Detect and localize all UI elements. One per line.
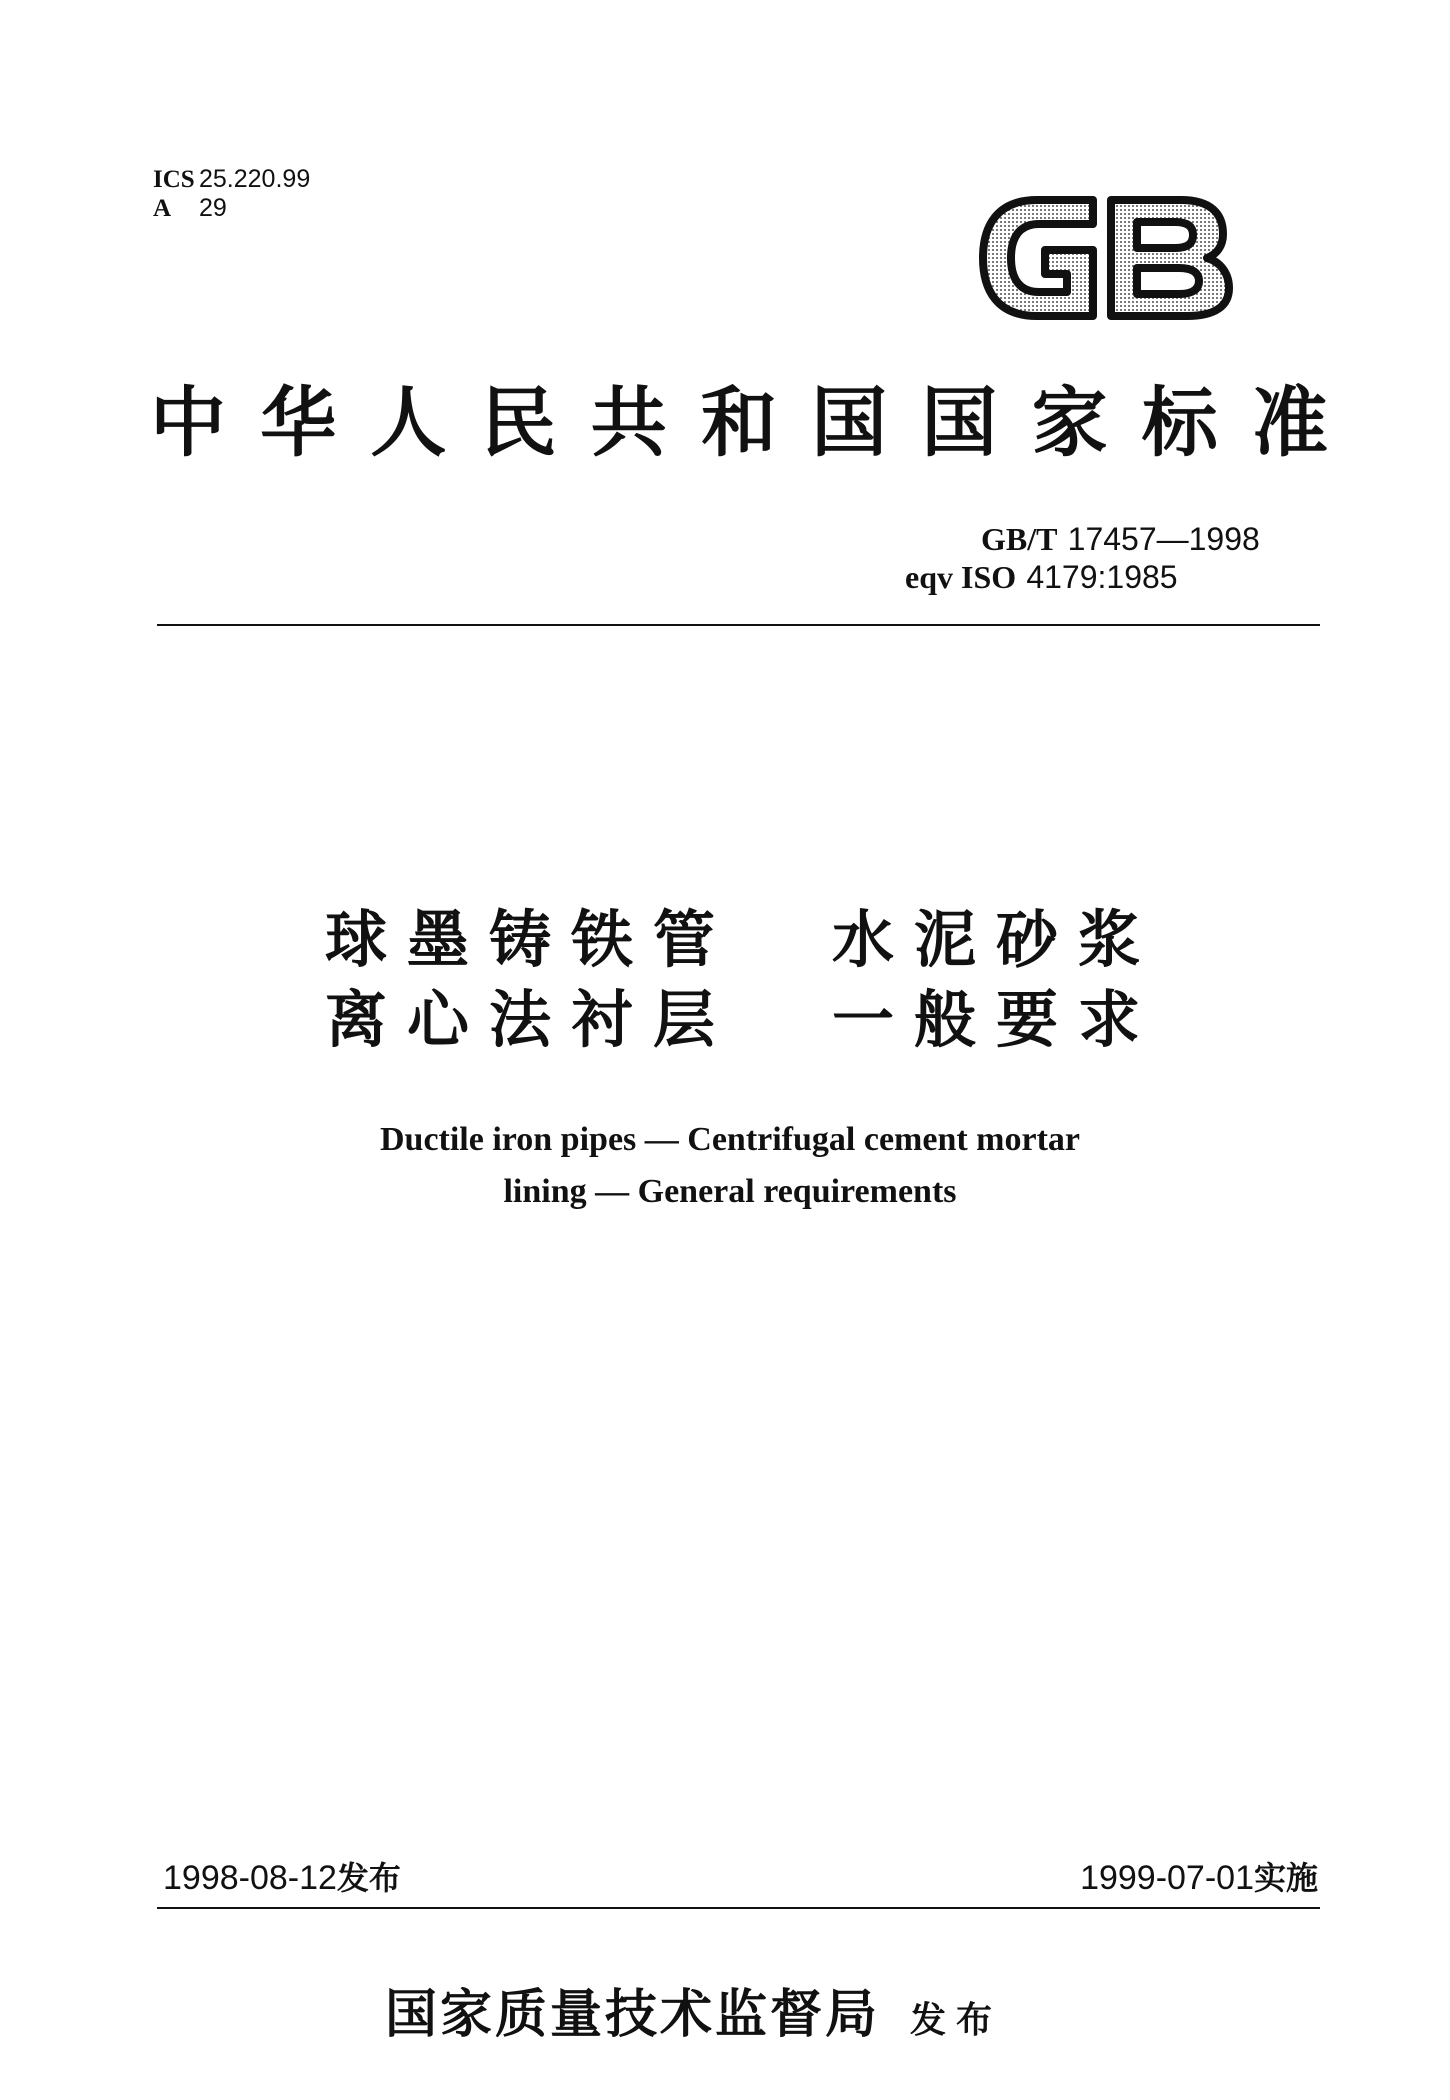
- chinese-title-part-4: 一般要求: [831, 983, 1160, 1056]
- issue-date-value: 1998-08-12: [163, 1859, 337, 1897]
- standard-number: [905, 520, 1260, 558]
- ccs-row: [153, 194, 310, 223]
- english-title: [300, 1114, 1160, 1218]
- header-divider: [157, 624, 1320, 626]
- standard-prefix: GB/T: [981, 521, 1058, 557]
- gb-logo: [975, 188, 1235, 328]
- issue-date: [163, 1858, 401, 1898]
- issue-date-label: 发布: [336, 1859, 401, 1897]
- effective-date-label: 实施: [1253, 1859, 1318, 1897]
- national-standard-heading: 中华人民共和国国家标准: [150, 378, 1330, 467]
- footer-divider: [157, 1907, 1320, 1909]
- chinese-title-part-1: 球墨铸铁管: [325, 903, 736, 976]
- english-title-line-1: Ductile iron pipes — Centrifugal cement mortar: [379, 1121, 1081, 1158]
- chinese-title-part-2: 水泥砂浆: [831, 903, 1160, 976]
- ics-value: 25.220.99: [199, 165, 311, 193]
- effective-date: [1080, 1858, 1318, 1898]
- gb-logo-graphic: [975, 188, 1235, 328]
- publisher: [385, 1985, 1002, 2051]
- ccs-value: 29: [199, 194, 227, 222]
- effective-date-value: 1999-07-01: [1080, 1859, 1254, 1897]
- english-title-line-2: lining — General requirements: [503, 1173, 957, 1210]
- classification-codes: [153, 165, 310, 223]
- standard-number-block: [905, 520, 1260, 596]
- equivalent-prefix: eqv ISO: [905, 559, 1017, 595]
- standard-code: 17457—1998: [1067, 521, 1260, 557]
- ccs-label: A: [153, 195, 172, 222]
- ics-label: ICS: [153, 166, 195, 193]
- chinese-title-line-1: [325, 900, 1160, 980]
- publisher-action: 发布: [910, 2000, 1003, 2041]
- equivalent-standard: [905, 558, 1260, 596]
- chinese-title-part-3: 离心法衬层: [325, 983, 736, 1056]
- publisher-org: 国家质量技术监督局: [385, 1984, 881, 2045]
- chinese-title: [325, 900, 1160, 1060]
- ics-row: [153, 165, 310, 194]
- chinese-title-line-2: [325, 980, 1160, 1060]
- equivalent-code: 4179:1985: [1026, 559, 1178, 595]
